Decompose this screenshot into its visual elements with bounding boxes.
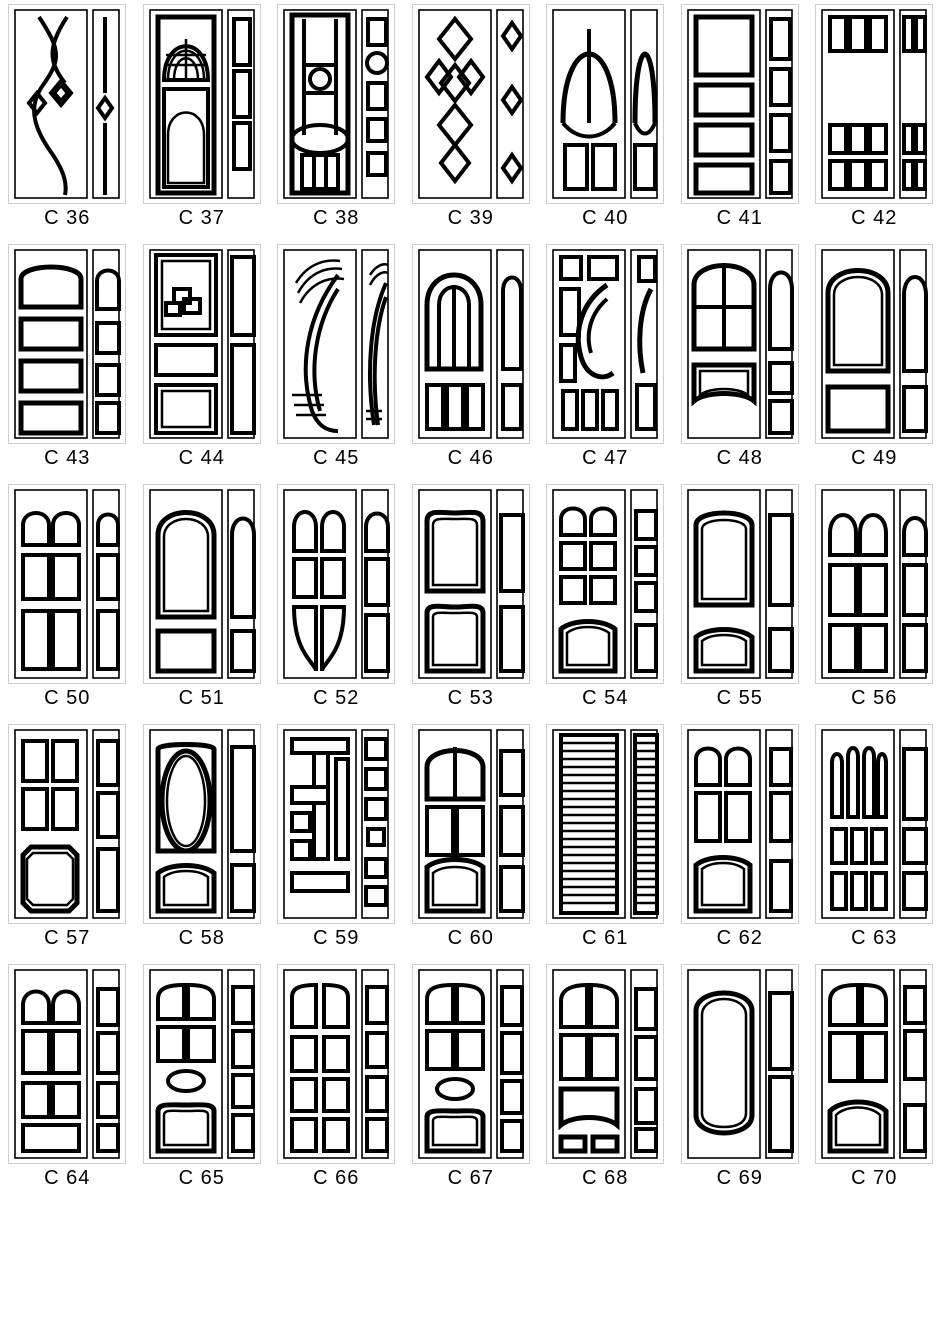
- catalog-item[interactable]: [269, 4, 404, 244]
- door-design-c53: [412, 484, 530, 684]
- design-code: C 43: [44, 447, 91, 469]
- door-design-c65: [143, 964, 261, 1164]
- design-code: C 37: [178, 207, 225, 229]
- door-design-c46: [412, 244, 530, 444]
- design-code: C 46: [447, 447, 494, 469]
- design-code: C 66: [313, 1167, 360, 1189]
- door-design-c52: [277, 484, 395, 684]
- catalog-row: [0, 244, 942, 484]
- door-design-c48: [681, 244, 799, 444]
- catalog-item[interactable]: [807, 484, 942, 724]
- catalog-item[interactable]: [673, 244, 808, 484]
- design-code: C 67: [447, 1167, 494, 1189]
- design-code: C 70: [851, 1167, 898, 1189]
- door-design-c45: [277, 244, 395, 444]
- catalog-item[interactable]: [538, 724, 673, 964]
- catalog-item[interactable]: [404, 244, 539, 484]
- design-code: C 52: [313, 687, 360, 709]
- design-code: C 63: [851, 927, 898, 949]
- design-code: C 40: [582, 207, 629, 229]
- design-code: C 49: [851, 447, 898, 469]
- design-code: C 47: [582, 447, 629, 469]
- catalog-item[interactable]: [0, 4, 135, 244]
- door-design-c69: [681, 964, 799, 1164]
- catalog-item[interactable]: [673, 4, 808, 244]
- catalog-item[interactable]: [0, 484, 135, 724]
- door-design-c37: [143, 4, 261, 204]
- catalog-item[interactable]: [538, 244, 673, 484]
- design-code: C 44: [178, 447, 225, 469]
- catalog-row: [0, 724, 942, 964]
- catalog-item[interactable]: [807, 964, 942, 1204]
- catalog-item[interactable]: [404, 4, 539, 244]
- design-code: C 39: [447, 207, 494, 229]
- door-design-c68: [546, 964, 664, 1164]
- door-design-c57: [8, 724, 126, 924]
- door-design-c49: [815, 244, 933, 444]
- door-design-c44: [143, 244, 261, 444]
- design-code: C 65: [178, 1167, 225, 1189]
- design-code: C 64: [44, 1167, 91, 1189]
- catalog-item[interactable]: [269, 964, 404, 1204]
- design-code: C 55: [716, 687, 763, 709]
- door-design-c62: [681, 724, 799, 924]
- door-design-c39: [412, 4, 530, 204]
- door-design-c43: [8, 244, 126, 444]
- door-design-c38: [277, 4, 395, 204]
- design-code: C 42: [851, 207, 898, 229]
- catalog-item[interactable]: [404, 484, 539, 724]
- catalog-item[interactable]: [0, 964, 135, 1204]
- door-design-c55: [681, 484, 799, 684]
- door-design-c56: [815, 484, 933, 684]
- catalog-item[interactable]: [538, 4, 673, 244]
- design-code: C 51: [178, 687, 225, 709]
- catalog-item[interactable]: [0, 244, 135, 484]
- door-design-c66: [277, 964, 395, 1164]
- design-code: C 62: [716, 927, 763, 949]
- door-design-c40: [546, 4, 664, 204]
- catalog-item[interactable]: [404, 724, 539, 964]
- design-code: C 69: [716, 1167, 763, 1189]
- design-code: C 38: [313, 207, 360, 229]
- design-code: C 59: [313, 927, 360, 949]
- catalog-item[interactable]: [673, 964, 808, 1204]
- catalog-row: [0, 4, 942, 244]
- design-code: C 56: [851, 687, 898, 709]
- design-code: C 45: [313, 447, 360, 469]
- design-code: C 36: [44, 207, 91, 229]
- catalog-row: [0, 484, 942, 724]
- door-design-c61: [546, 724, 664, 924]
- design-code: C 57: [44, 927, 91, 949]
- design-code: C 48: [716, 447, 763, 469]
- design-code: C 50: [44, 687, 91, 709]
- catalog-item[interactable]: [135, 4, 270, 244]
- door-design-c50: [8, 484, 126, 684]
- door-design-c54: [546, 484, 664, 684]
- catalog-item[interactable]: [135, 484, 270, 724]
- design-code: C 68: [582, 1167, 629, 1189]
- design-code: C 53: [447, 687, 494, 709]
- door-design-c36: [8, 4, 126, 204]
- door-design-c51: [143, 484, 261, 684]
- catalog-item[interactable]: [269, 484, 404, 724]
- design-code: C 54: [582, 687, 629, 709]
- door-design-c42: [815, 4, 933, 204]
- catalog-item[interactable]: [0, 724, 135, 964]
- catalog-item[interactable]: [135, 244, 270, 484]
- door-design-c60: [412, 724, 530, 924]
- catalog-item[interactable]: [269, 724, 404, 964]
- design-code: C 61: [582, 927, 629, 949]
- catalog-item[interactable]: [807, 4, 942, 244]
- catalog-item[interactable]: [269, 244, 404, 484]
- door-design-c58: [143, 724, 261, 924]
- door-design-c41: [681, 4, 799, 204]
- catalog-item[interactable]: [538, 484, 673, 724]
- catalog-item[interactable]: [135, 724, 270, 964]
- door-design-c47: [546, 244, 664, 444]
- catalog-item[interactable]: [673, 484, 808, 724]
- catalog-item[interactable]: [673, 724, 808, 964]
- design-code: C 41: [716, 207, 763, 229]
- door-design-c67: [412, 964, 530, 1164]
- catalog-item[interactable]: [404, 964, 539, 1204]
- catalog-item[interactable]: [538, 964, 673, 1204]
- design-code: C 60: [447, 927, 494, 949]
- door-design-c64: [8, 964, 126, 1164]
- door-design-c70: [815, 964, 933, 1164]
- door-design-c63: [815, 724, 933, 924]
- catalog-item[interactable]: [807, 244, 942, 484]
- catalog-item[interactable]: [807, 724, 942, 964]
- catalog-row: [0, 964, 942, 1204]
- design-code: C 58: [178, 927, 225, 949]
- door-design-c59: [277, 724, 395, 924]
- catalog-item[interactable]: [135, 964, 270, 1204]
